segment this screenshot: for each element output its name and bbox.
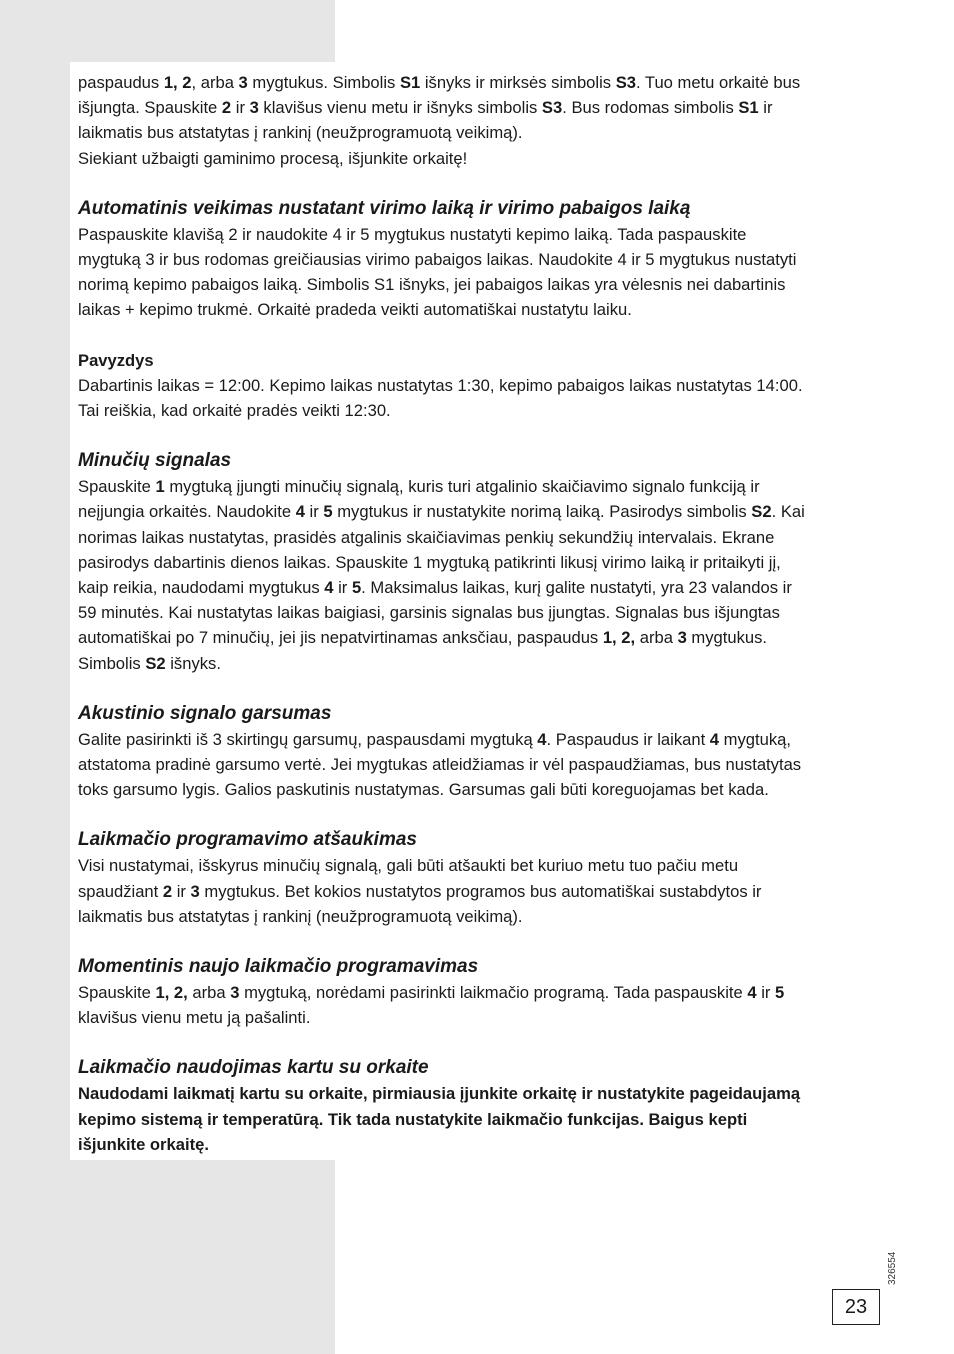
cancel-heading: Laikmačio programavimo atšaukimas (78, 829, 417, 851)
intro-line-1: paspaudus 1, 2, arba 3 mygtukus. Simbolis S1 išnyks ir mirksės simbolis S3. Tuo metu orkaitė bus (78, 73, 801, 92)
minute-line-6: 59 minutės. Kai nustatytas laikas baigiasi, garsinis signalas bus įjungtas. Signalas bus išjungtas (78, 603, 780, 623)
volume-line-3: toks garsumo lygis. Galios paskutinis nustatymas. Garsumas gali būti koreguojamas bet kada. (78, 780, 769, 800)
auto-heading: Automatinis veikimas nustatant virimo laiką ir virimo pabaigos laiką (78, 197, 691, 219)
instant-line-1: Spauskite 1, 2, arba 3 mygtuką, norėdami pasirinkti laikmačio programą. Tada paspauskite 4 ir 5 (78, 983, 785, 1003)
usage-heading: Laikmačio naudojimas kartu su orkaite (78, 1057, 429, 1079)
auto-line-1: Paspauskite klavišą 2 ir naudokite 4 ir 5 mygtukus nustatyti kepimo laiką. Tada paspauskite (78, 224, 747, 244)
page-content (70, 62, 898, 1160)
document-number: 326554 (887, 1251, 898, 1285)
page-number: 23 (832, 1289, 880, 1325)
minute-line-4: pasirodys dabartinis dienos laikas. Spauskite 1 mygtuką patikrinti likusį virimo laiką ir pritaikyti jį, (78, 552, 781, 572)
minute-line-5: kaip reikia, naudodami mygtukus 4 ir 5. Maksimalus laikas, kurį galite nustatyti, yra 23 valandos ir (78, 578, 792, 598)
instant-line-2: klavišus vienu metu ją pašalinti. (78, 1008, 311, 1028)
minute-line-7: automatiškai po 7 minučių, jei jis nepatvirtinamas anksčiau, paspaudus 1, 2, arba 3 mygtukus. (78, 628, 768, 648)
volume-line-1: Galite pasirinkti iš 3 skirtingų garsumų, paspausdami mygtuką 4. Paspaudus ir laikant 4 mygtuką, (78, 729, 791, 749)
minute-line-8: Simbolis S2 išnyks. (78, 653, 221, 673)
usage-line-1: Naudodami laikmatį kartu su orkaite, pirmiausia įjunkite orkaitę ir nustatykite pageidaujamą (78, 1084, 801, 1104)
cancel-line-2: spaudžiant 2 ir 3 mygtukus. Bet kokios nustatytos programos bus automatiškai sustabdytos ir (78, 881, 762, 901)
minute-line-2: neįjungia orkaitės. Naudokite 4 ir 5 mygtukus ir nustatykite norimą laiką. Pasirodys simbolis S2. Kai (78, 502, 805, 522)
minute-line-1: Spauskite 1 mygtuką įjungti minučių signalą, kuris turi atgalinio skaičiavimo signalo funkciją ir (78, 477, 760, 497)
example-heading: Pavyzdys (78, 350, 154, 370)
instant-heading: Momentinis naujo laikmačio programavimas (78, 956, 479, 978)
intro-line-4: Siekiant užbaigti gaminimo procesą, išjunkite orkaitę! (78, 148, 468, 168)
intro-line-3: laikmatis bus atstatytas į rankinį (neužprogramuotą veikimą). (78, 123, 523, 143)
auto-line-2: mygtuką 3 ir bus rodomas greičiausias virimo pabaigos laikas. Naudokite 4 ir 5 mygtukus nustatyti (78, 250, 797, 270)
usage-line-2: kepimo sistemą ir temperatūrą. Tik tada nustatykite laikmačio funkcijas. Baigus kepti (78, 1109, 748, 1129)
example-line-2: Tai reiškia, kad orkaitė pradės veikti 12:30. (78, 401, 391, 421)
volume-heading: Akustinio signalo garsumas (78, 702, 332, 724)
intro-line-2: išjungta. Spauskite 2 ir 3 klavišus vienu metu ir išnyks simbolis S3. Bus rodomas simbolis S1 ir (78, 98, 773, 118)
auto-line-3: norimą kepimo pabaigos laiką. Simbolis S1 išnyks, jei pabaigos laikas yra vėlesnis nei dabartinis (78, 275, 786, 295)
volume-line-2: atstatoma pradinė garsumo vertė. Jei mygtukas atleidžiamas ir vėl paspaudžiamas, bus nustatytas (78, 755, 802, 775)
minute-line-3: norimas laikas nustatytas, prasidės atgalinis skaičiavimas penkių sekundžių intervalais. Ekrane (78, 527, 775, 547)
auto-line-4: laikas + kepimo trukmė. Orkaitė pradeda veikti automatiškai nustatytu laiku. (78, 300, 632, 320)
minute-heading: Minučių signalas (78, 450, 232, 472)
cancel-line-3: laikmatis bus atstatytas į rankinį (neužprogramuotą veikimą). (78, 906, 523, 926)
cancel-line-1: Visi nustatymai, išskyrus minučių signalą, gali būti atšaukti bet kuriuo metu tuo pačiu metu (78, 856, 739, 876)
usage-line-3: išjunkite orkaitę. (78, 1134, 209, 1154)
example-line-1: Dabartinis laikas = 12:00. Kepimo laikas nustatytas 1:30, kepimo pabaigos laikas nustatytas 14:00. (78, 375, 803, 395)
